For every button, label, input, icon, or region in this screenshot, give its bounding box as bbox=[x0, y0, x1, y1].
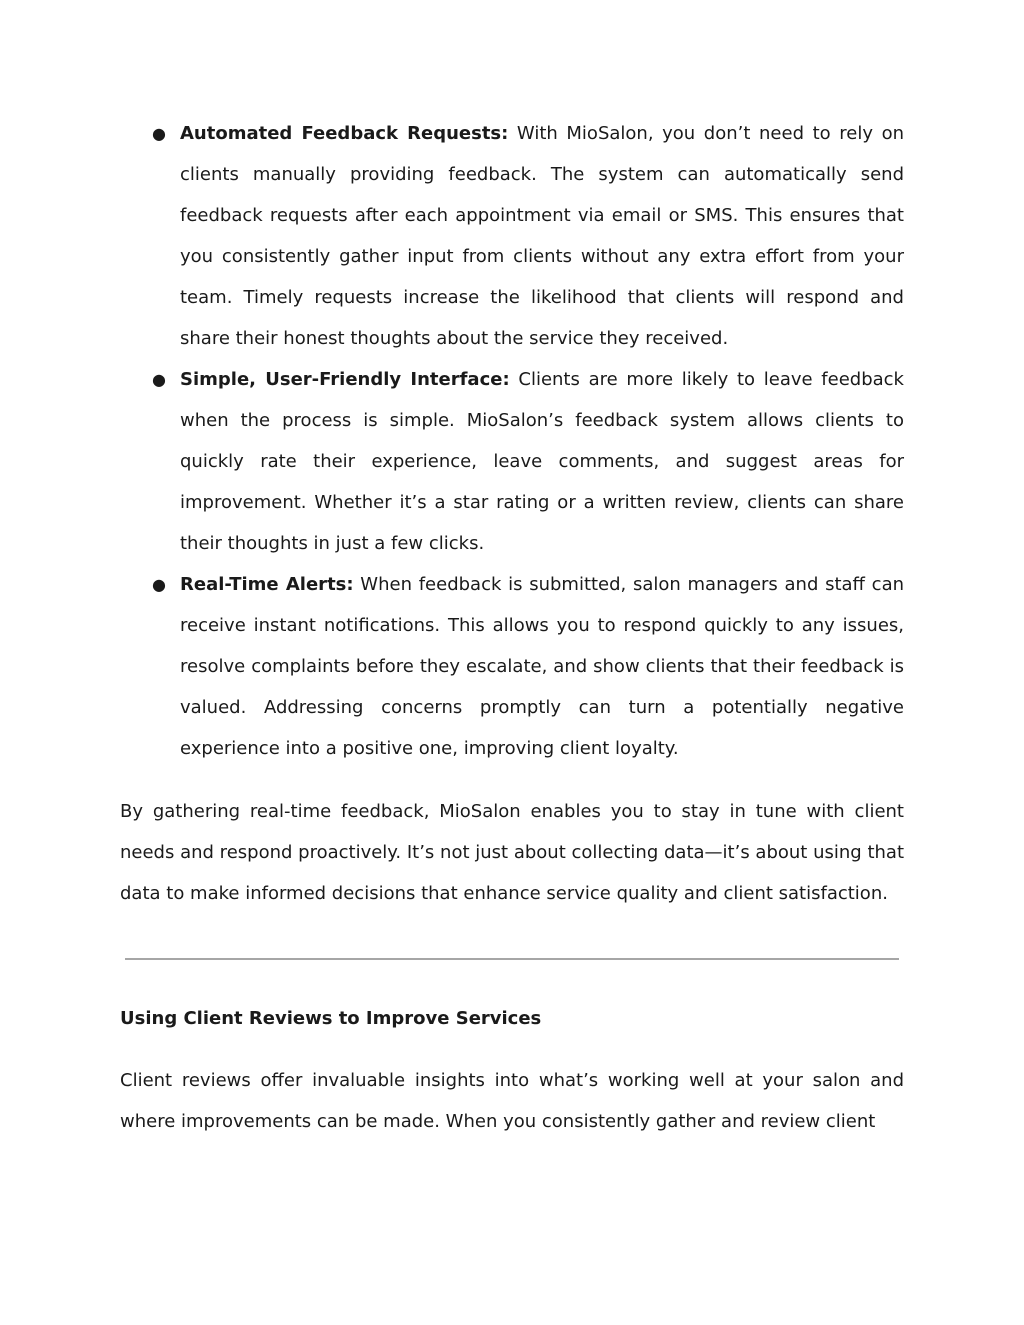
bullet-dot-icon: ● bbox=[152, 575, 166, 594]
feature-bullet-list bbox=[150, 113, 904, 769]
bullet-title: Automated Feedback Requests: bbox=[180, 123, 509, 144]
section-heading: Using Client Reviews to Improve Services bbox=[120, 1008, 542, 1029]
bullet-dot-icon: ● bbox=[152, 124, 166, 143]
bullet-item-real-time-alerts bbox=[150, 564, 904, 769]
summary-paragraph: By gathering real-time feedback, MioSalon enables you to stay in tune with client needs and respond proactively. It’s not just about collecting data—it’s about using that data to make informed decisions that enhance service quality and client satisfaction. bbox=[120, 801, 904, 904]
bullet-dot-icon: ● bbox=[152, 370, 166, 389]
bullet-title: Real-Time Alerts: bbox=[180, 574, 354, 595]
bullet-title: Simple, User-Friendly Interface: bbox=[180, 369, 510, 390]
bullet-item-automated-feedback-requests bbox=[150, 113, 904, 359]
section-paragraph: Client reviews offer invaluable insights into what’s working well at your salon and where improvements can be made. When you consistently gather and review client bbox=[120, 1070, 904, 1132]
bullet-text: Clients are more likely to leave feedback when the process is simple. MioSalon’s feedback system allows clients to quickly rate their experience, leave comments, and suggest areas for improvement. Whether it’s a star rating or a written review, clients can share their thoughts in just a few clicks. bbox=[180, 369, 904, 554]
bullet-item-simple-interface bbox=[150, 359, 904, 564]
bullet-text: With MioSalon, you don’t need to rely on clients manually providing feedback. The system can automatically send feedback requests after each appointment via email or SMS. This ensures that you consistently gather input from clients without any extra effort from your team. Timely requests increase the likelihood that clients will respond and share their honest thoughts about the service they received. bbox=[180, 123, 904, 349]
bullet-text: When feedback is submitted, salon managers and staff can receive instant notifications. This allows you to respond quickly to any issues, resolve complaints before they escalate, and show clients that their feedback is valued. Addressing concerns promptly can turn a potentially negative experience into a positive one, improving client loyalty. bbox=[180, 574, 905, 759]
horizontal-divider bbox=[125, 958, 899, 960]
